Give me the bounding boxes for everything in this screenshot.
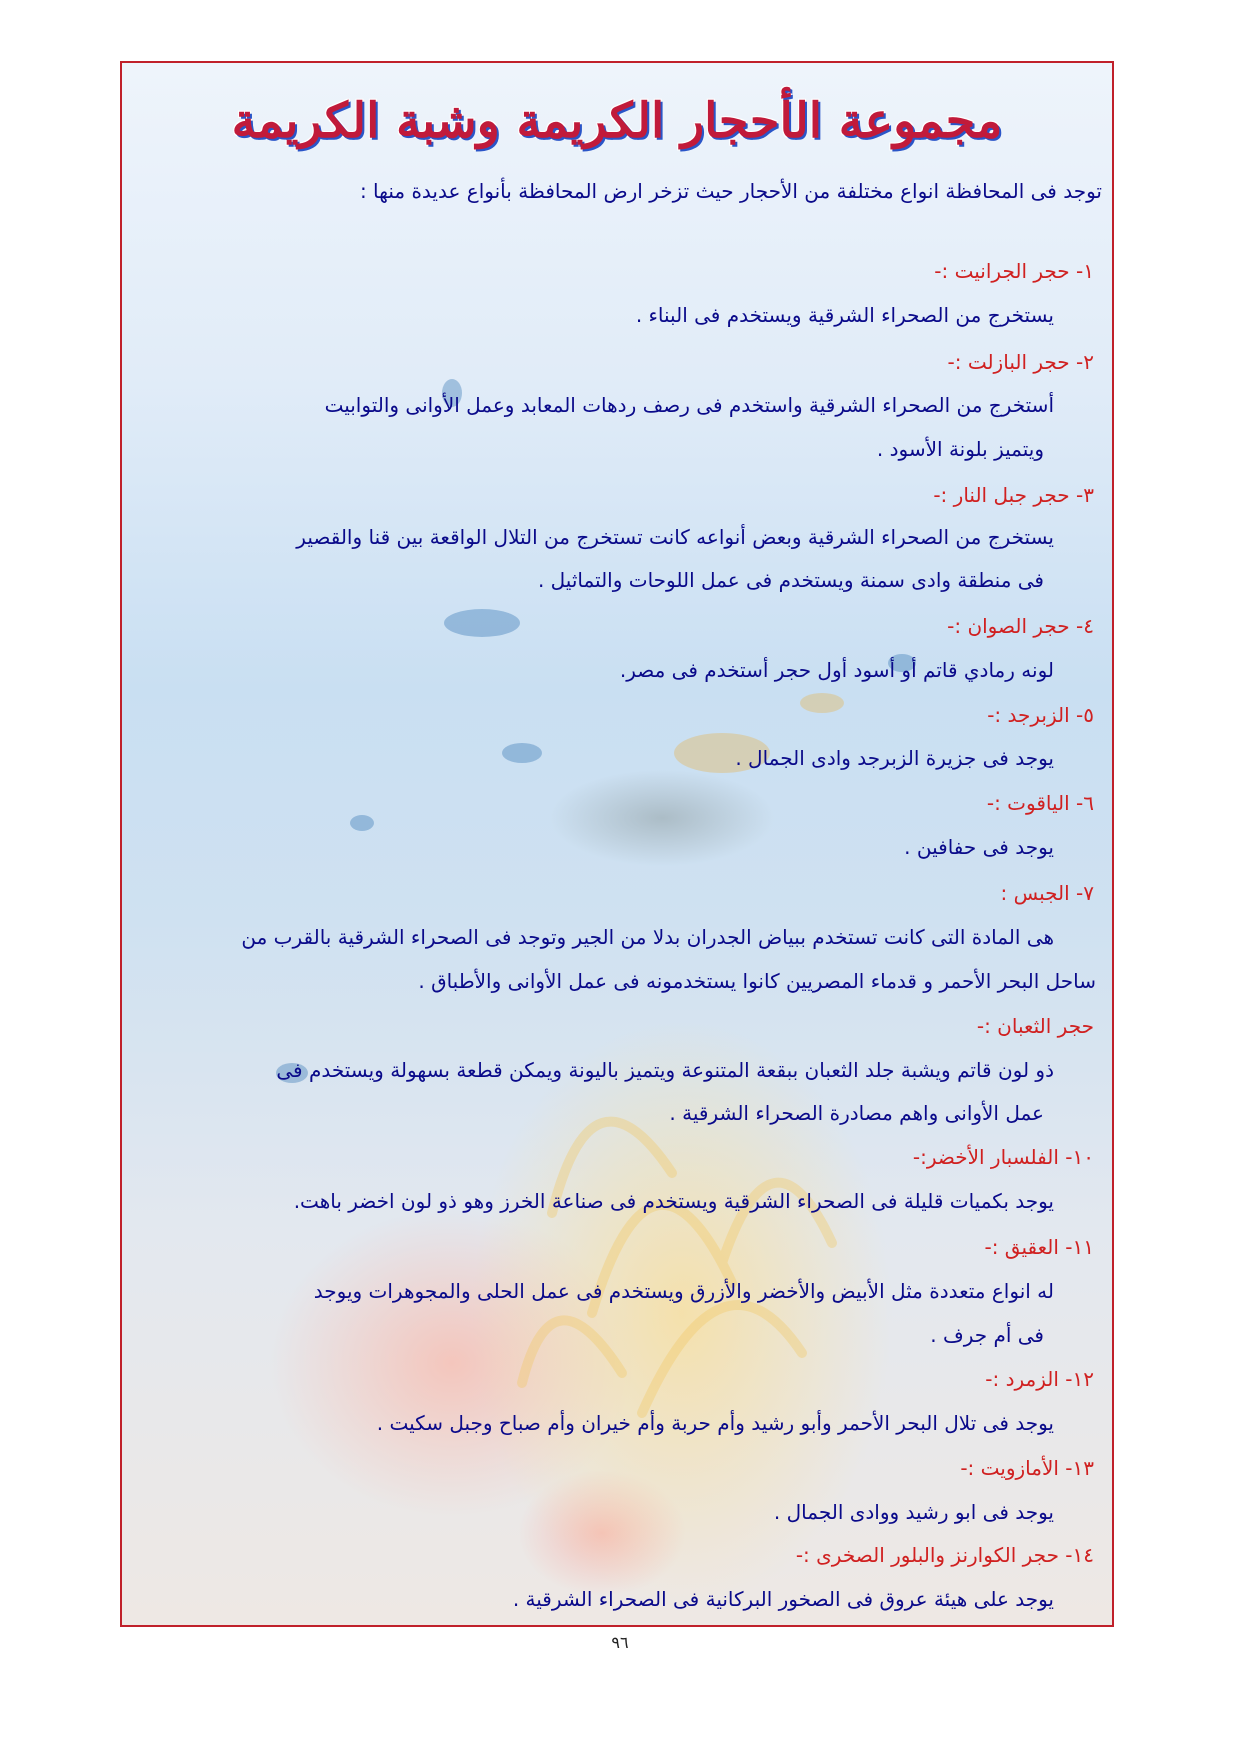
- section-heading: ١٣- الأمازويت :-: [960, 1456, 1094, 1480]
- section-text: فى أم جرف .: [930, 1323, 1044, 1347]
- intro-paragraph: توجد فى المحافظة انواع مختلفة من الأحجار حيث تزخر ارض المحافظة بأنواع عديدة منها :: [359, 179, 1102, 203]
- section-heading: ٢- حجر البازلت :-: [947, 350, 1094, 374]
- section-text: لونه رمادي قاتم أو أسود أول حجر أستخدم فى مصر.: [619, 658, 1054, 682]
- section-heading: ١٤- حجر الكوارنز والبلور الصخرى :-: [795, 1543, 1094, 1567]
- section-text: هى المادة التى كانت تستخدم ببياض الجدران بدلا من الجير وتوجد فى الصحراء الشرقية بالقرب من: [241, 925, 1054, 949]
- section-heading: ١٢- الزمرد :-: [985, 1367, 1094, 1391]
- section-heading: ١- حجر الجرانيت :-: [934, 259, 1094, 283]
- section-text: فى منطقة وادى سمنة ويستخدم فى عمل اللوحات والتماثيل .: [537, 568, 1044, 592]
- section-text: أستخرج من الصحراء الشرقية واستخدم فى رصف ردهات المعابد وعمل الأوانى والتوابيت: [324, 393, 1054, 417]
- section-text: ويتميز بلونة الأسود .: [876, 437, 1044, 461]
- section-heading: ٤- حجر الصوان :-: [947, 614, 1094, 638]
- section-heading: ٧- الجبس :: [1000, 881, 1094, 905]
- page-frame: [120, 61, 1114, 1627]
- section-heading: ١١- العقيق :-: [984, 1235, 1094, 1259]
- section-text: يستخرج من الصحراء الشرقية ويستخدم فى البناء .: [635, 303, 1054, 327]
- section-text: يوجد فى جزيرة الزبرجد وادى الجمال .: [735, 746, 1054, 770]
- section-text: يوجد فى ابو رشيد ووادى الجمال .: [773, 1500, 1054, 1524]
- section-heading: ٦- الياقوت :-: [986, 791, 1094, 815]
- section-text: يستخرج من الصحراء الشرقية وبعض أنواعه كانت تستخرج من التلال الواقعة بين قنا والقصير: [296, 525, 1054, 549]
- section-text: يوجد على هيئة عروق فى الصخور البركانية فى الصحراء الشرقية .: [512, 1587, 1054, 1611]
- section-text: يوجد فى حفافين .: [904, 835, 1054, 859]
- page-number: ٩٦: [611, 1633, 629, 1652]
- section-heading: ٣- حجر جبل النار :-: [933, 483, 1094, 507]
- document-body: [122, 63, 1112, 1625]
- section-heading: ٥- الزبرجد :-: [987, 703, 1094, 727]
- section-heading: ١٠- الفلسبار الأخضر:-: [912, 1145, 1094, 1169]
- section-text: ذو لون قاتم ويشبة جلد الثعبان ببقعة المتنوعة ويتميز باليونة ويمكن قطعة بسهولة ويستخدم فى: [276, 1058, 1054, 1082]
- section-text: يوجد بكميات قليلة فى الصحراء الشرقية ويستخدم فى صناعة الخرز وهو ذو لون اخضر باهت.: [293, 1189, 1054, 1213]
- page-title: مجموعة الأحجار الكريمة وشبة الكريمة: [231, 93, 1003, 149]
- section-text: عمل الأوانى واهم مصادرة الصحراء الشرقية .: [669, 1101, 1044, 1125]
- section-text: يوجد فى تلال البحر الأحمر وأبو رشيد وأم حربة وأم خيران وأم صباح وجبل سكيت .: [376, 1411, 1054, 1435]
- section-text: له انواع متعددة مثل الأبيض والأخضر والأزرق ويستخدم فى عمل الحلى والمجوهرات ويوجد: [313, 1279, 1054, 1303]
- section-text: ساحل البحر الأحمر و قدماء المصريين كانوا يستخدمونه فى عمل الأوانى والأطباق .: [418, 969, 1096, 993]
- section-heading: حجر الثعبان :-: [976, 1014, 1094, 1038]
